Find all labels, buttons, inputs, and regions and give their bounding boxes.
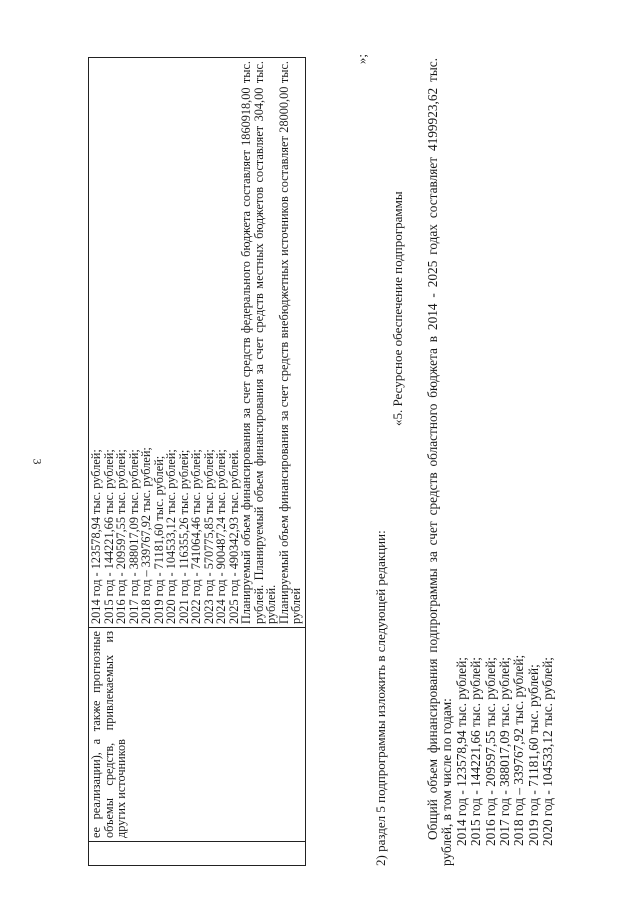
section-year-line: 2020 год - 104533,12 тыс. рублей; <box>540 656 556 846</box>
page-number: 3 <box>30 458 45 465</box>
section-year-line: 2017 год - 388017,09 тыс. рублей; <box>497 656 513 846</box>
year-line: 2018 год – 339767,92 тыс. рублей; <box>139 447 153 624</box>
section-year-line: 2014 год - 123578,94 тыс. рублей; <box>453 656 469 846</box>
section-year-line: 2015 год - 144221,66 тыс. рублей; <box>468 656 484 846</box>
year-line: 2017 год - 388017,09 тыс. рублей; <box>126 449 141 624</box>
year-line: 2023 год - 570775,85 тыс. рублей; <box>201 449 216 624</box>
parameters-table <box>88 57 306 866</box>
label-text: ее реализации), а также прогнозные объемы средств, привлекаемых из других источников <box>89 631 128 838</box>
table-row <box>89 58 306 866</box>
table-cell-label <box>89 628 306 842</box>
year-line: 2016 год - 209597,55 тыс. рублей; <box>114 449 128 624</box>
year-line: 2025 год - 490342,93 тыс. рублей. <box>226 449 241 624</box>
section-lead-paragraph: Общий объем финансирования подпрограммы за счет средств областного бюджета в 2014 - 2025 годах составляет 4199923,62 тыс. рублей, в том числе по годам: <box>425 58 455 866</box>
section-title: «5. Ресурсное обеспечение подпрограммы <box>390 191 405 426</box>
year-line: 2014 год - 123578,94 тыс. рублей; <box>89 449 103 624</box>
extrabudget-paragraph: Планируемый объем финансирования за счет средств внебюджетных источников составляет 28000,00 тыс. рублей <box>276 61 303 624</box>
section-year-line: 2019 год - 71181,60 тыс. рублей; <box>525 664 541 846</box>
rotated-document-body <box>88 56 608 866</box>
year-line: 2019 год - 71181,60 тыс. рублей; <box>151 455 166 624</box>
year-line: 2020 год - 104533,12 тыс. рублей; <box>164 449 178 624</box>
table-cell-index <box>89 842 306 866</box>
amendment-intro: 2) раздел 5 подпрограммы изложить в следующей редакции: <box>373 530 388 866</box>
year-line: 2015 год - 144221,66 тыс. рублей; <box>101 449 116 624</box>
section-body <box>426 58 556 866</box>
closing-quote-marker: »; <box>354 54 369 65</box>
year-line: 2024 год - 900487,24 тыс. рублей; <box>214 449 228 624</box>
table-cell-values <box>89 58 306 628</box>
section-year-line: 2016 год - 209597,55 тыс. рублей; <box>482 656 498 846</box>
year-line: 2021 год - 116355,26 тыс. рублей; <box>176 449 191 624</box>
section-year-line: 2018 год – 339767,92 тыс. рублей; <box>511 654 527 846</box>
year-line: 2022 год - 741064,46 тыс. рублей; <box>189 449 203 624</box>
federal-budget-paragraph: Планируемый объем финансирования за счет средств федерального бюджета составляет 1860918,00 тыс. рублей. Планируемый объем финансирования за счет средств местных бюджетов составляет 304,00 тыс. рублей. <box>239 61 278 624</box>
